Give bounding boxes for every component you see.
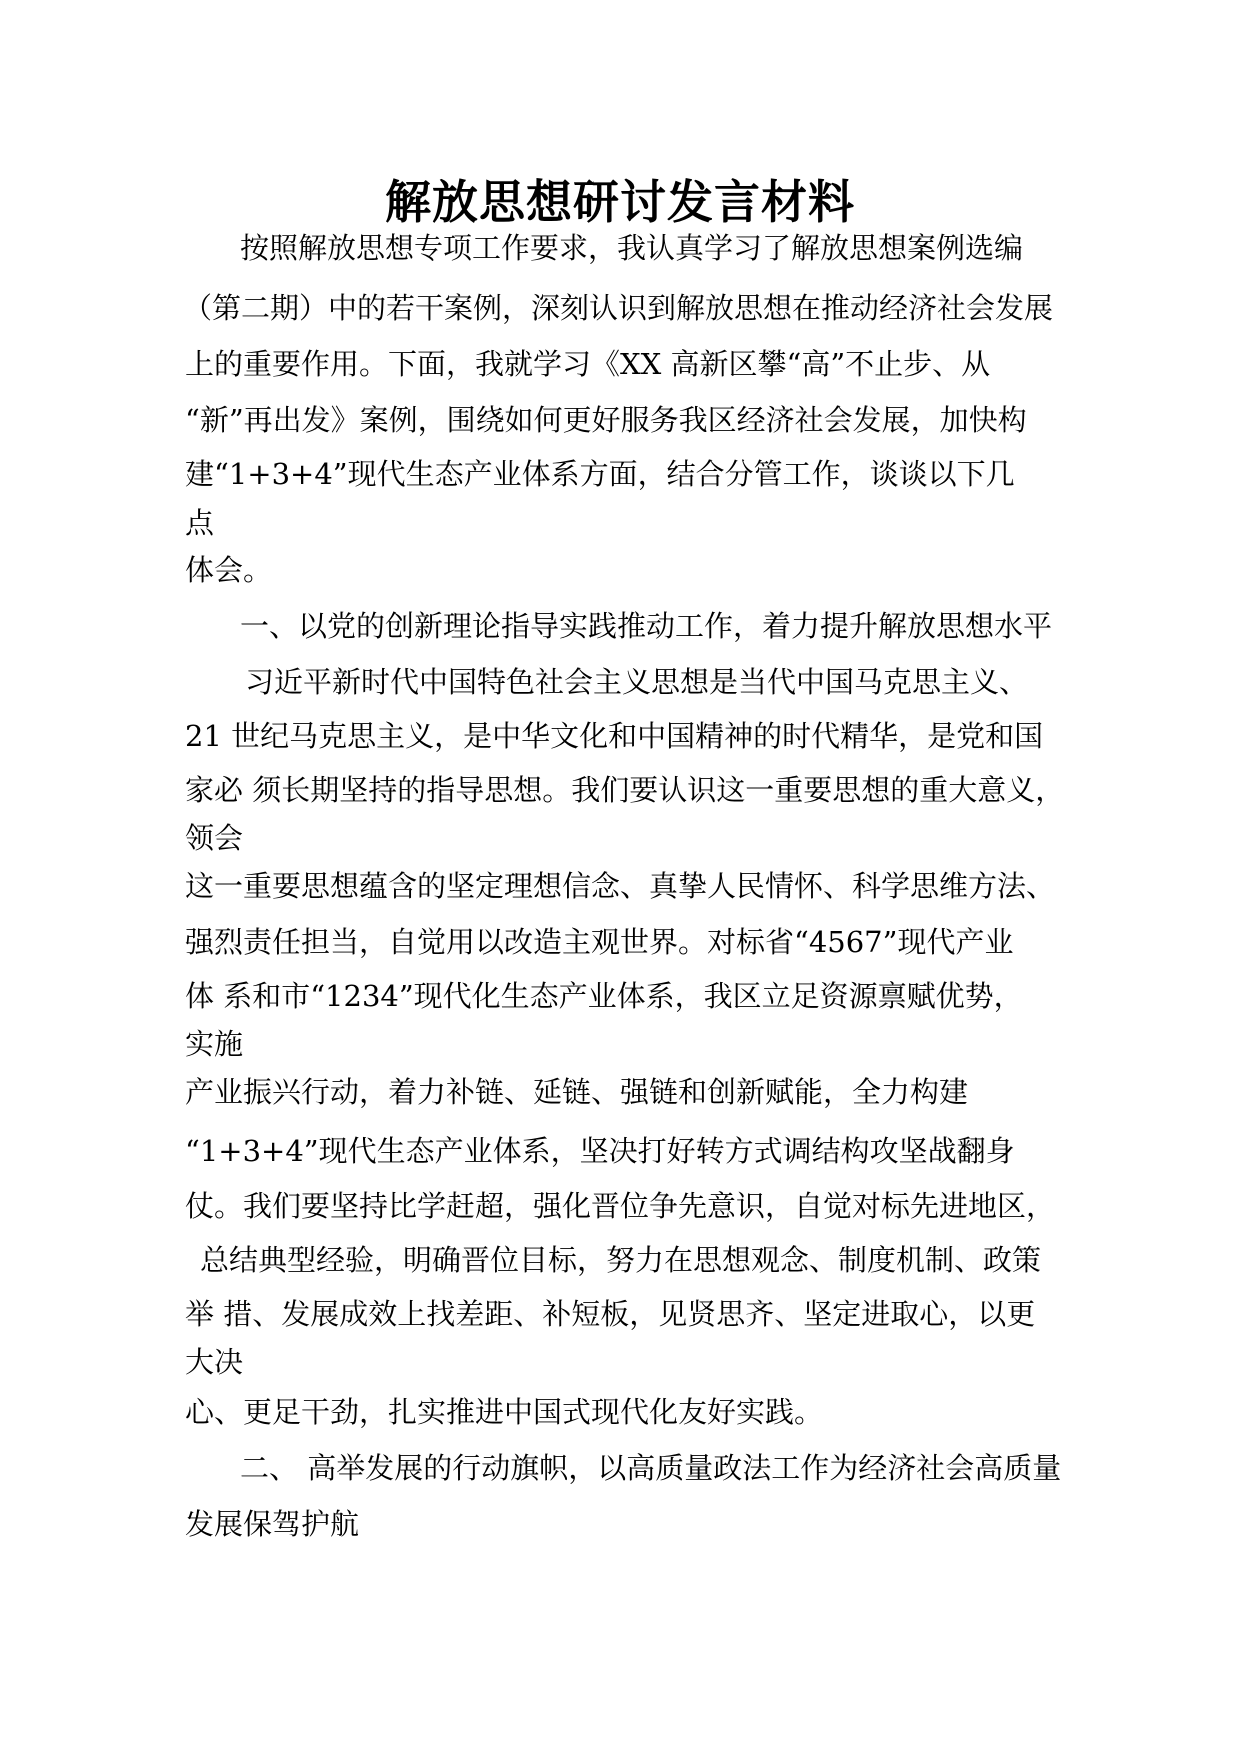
- paragraph-line: “新”再出发》案例，围绕如何更好服务我区经济社会发展，加快构: [185, 403, 1027, 437]
- paragraph-line: 体 系和市“1234”现代化生态产业体系，我区立足资源禀赋优势，: [185, 979, 1023, 1013]
- paragraph-line: 体会。: [185, 553, 273, 587]
- paragraph-line: 仗。我们要坚持比学赶超，强化晋位争先意识，自觉对标先进地区，: [185, 1189, 1056, 1223]
- paragraph-line: 建“1+3+4”现代生态产业体系方面，结合分管工作，谈谈以下几: [185, 457, 1015, 491]
- paragraph-line: 心、更足干劲，扎实推进中国式现代化友好实践。: [185, 1395, 824, 1429]
- paragraph-line: 点: [185, 506, 215, 540]
- paragraph-line: 产业振兴行动，着力补链、延链、强链和创新赋能，全力构建: [185, 1075, 969, 1109]
- paragraph-line: 上的重要作用。下面，我就学习《XX 高新区攀“高”不止步、从: [185, 347, 991, 381]
- paragraph-line: 21 世纪马克思主义，是中华文化和中国精神的时代精华，是党和国: [185, 719, 1044, 753]
- document-title: 解放思想研讨发言材料: [385, 175, 855, 229]
- paragraph-line: （第二期）中的若干案例，深刻认识到解放思想在推动经济社会发展: [183, 291, 1054, 325]
- paragraph-line: 领会: [185, 821, 244, 855]
- paragraph-line: 家必 须长期坚持的指导思想。我们要认识这一重要思想的重大意义，: [185, 773, 1065, 807]
- paragraph-line: 大决: [185, 1345, 244, 1379]
- section-heading-2: 二、 高举发展的行动旗帜，以高质量政法工作为经济社会高质量: [240, 1451, 1062, 1485]
- section-heading-2-continued: 发展保驾护航: [185, 1507, 360, 1541]
- paragraph-line: 这一重要思想蕴含的坚定理想信念、真挚人民情怀、科学思维方法、: [185, 869, 1056, 903]
- paragraph-line: 实施: [185, 1027, 244, 1061]
- section-heading-1: 一、以党的创新理论指导实践推动工作，着力提升解放思想水平: [240, 609, 1053, 643]
- paragraph-line: 举 措、发展成效上找差距、补短板，见贤思齐、坚定进取心，以更: [185, 1297, 1036, 1331]
- paragraph-line: 按照解放思想专项工作要求，我认真学习了解放思想案例选编: [240, 231, 1024, 265]
- paragraph-line: 强烈责任担当，自觉用以改造主观世界。对标省“4567”现代产业: [185, 925, 1014, 959]
- paragraph-line: “1+3+4”现代生态产业体系，坚决打好转方式调结构攻坚战翻身: [185, 1134, 1015, 1168]
- paragraph-line: 总结典型经验，明确晋位目标，努力在思想观念、制度机制、政策: [200, 1243, 1042, 1277]
- paragraph-line: 习近平新时代中国特色社会主义思想是当代中国马克思主义、: [245, 665, 1029, 699]
